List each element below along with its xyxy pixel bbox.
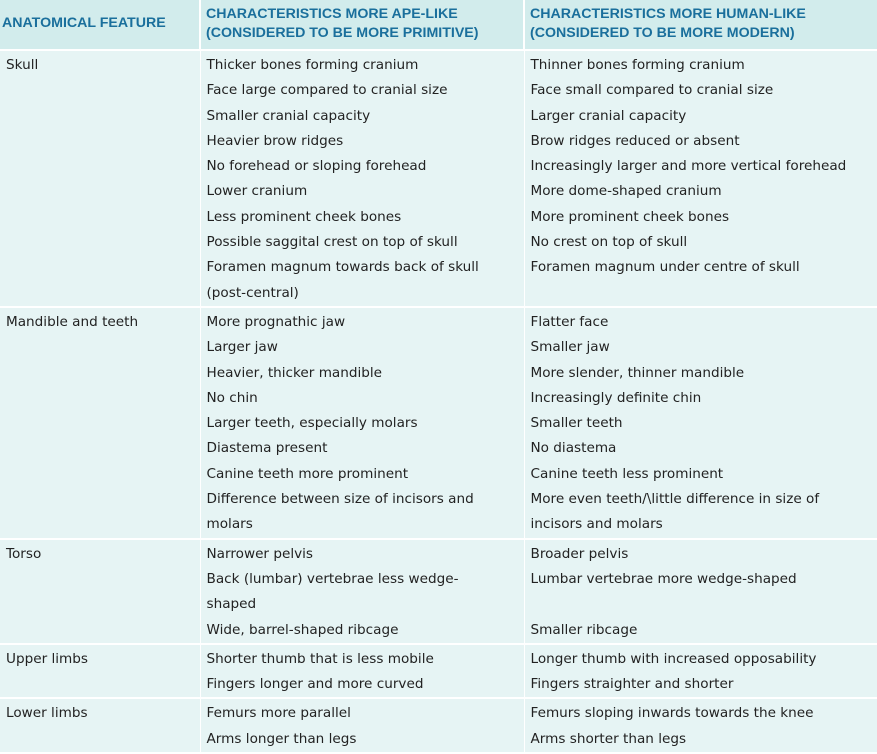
ape-trait: Arms longer than legs <box>207 727 524 752</box>
header-ape-like <box>200 0 524 50</box>
header-row <box>0 0 877 50</box>
header-anatomical-feature: ANATOMICAL FEATURE <box>0 0 200 50</box>
human-trait: More prominent cheek bones <box>531 205 877 230</box>
human-like-cell <box>524 50 877 307</box>
human-trait: More dome-shaped cranium <box>531 179 877 204</box>
human-trait: Face small compared to cranial size <box>531 78 877 103</box>
human-trait: No crest on top of skull <box>531 230 877 255</box>
human-trait: Increasingly larger and more vertical forehead <box>531 154 877 179</box>
feature-label: Skull <box>6 53 200 78</box>
table-row-upper-limbs <box>0 644 877 699</box>
ape-trait: Larger teeth, especially molars <box>207 411 524 436</box>
human-trait: Longer thumb with increased opposability <box>531 647 877 672</box>
ape-like-cell <box>200 698 524 753</box>
feature-cell <box>0 698 200 753</box>
human-trait: Smaller jaw <box>531 335 877 360</box>
human-trait: Flatter face <box>531 310 877 335</box>
ape-trait: Back (lumbar) vertebrae less wedge- <box>207 567 524 592</box>
human-like-cell <box>524 539 877 644</box>
human-trait: Lumbar vertebrae more wedge-shaped <box>531 567 877 592</box>
ape-trait: molars <box>207 512 524 537</box>
human-trait: Femurs sloping inwards towards the knee <box>531 701 877 726</box>
ape-trait: Heavier, thicker mandible <box>207 361 524 386</box>
table-row-torso <box>0 539 877 644</box>
human-trait: Broader pelvis <box>531 542 877 567</box>
ape-trait: Lower cranium <box>207 179 524 204</box>
ape-like-cell <box>200 50 524 307</box>
feature-label: Torso <box>6 542 200 567</box>
feature-cell <box>0 307 200 539</box>
human-trait: Canine teeth less prominent <box>531 462 877 487</box>
ape-trait: Wide, barrel-shaped ribcage <box>207 618 524 643</box>
ape-trait: Larger jaw <box>207 335 524 360</box>
ape-trait: Difference between size of incisors and <box>207 487 524 512</box>
header-human-like-line2: (CONSIDERED TO BE MORE MODERN) <box>530 24 877 43</box>
human-trait: Smaller teeth <box>531 411 877 436</box>
ape-trait: Thicker bones forming cranium <box>207 53 524 78</box>
ape-trait: Fingers longer and more curved <box>207 672 524 697</box>
human-trait: Foramen magnum under centre of skull <box>531 255 877 280</box>
human-trait <box>531 281 877 306</box>
feature-cell <box>0 644 200 699</box>
ape-trait: Femurs more parallel <box>207 701 524 726</box>
ape-like-cell <box>200 307 524 539</box>
feature-label: Lower limbs <box>6 701 200 726</box>
human-trait: Brow ridges reduced or absent <box>531 129 877 154</box>
feature-label: Mandible and teeth <box>6 310 200 335</box>
ape-trait: Foramen magnum towards back of skull <box>207 255 524 280</box>
human-trait: Thinner bones forming cranium <box>531 53 877 78</box>
feature-cell <box>0 50 200 307</box>
table-row-mandible-and-teeth <box>0 307 877 539</box>
table-body <box>0 50 877 753</box>
ape-trait: shaped <box>207 592 524 617</box>
ape-trait: Face large compared to cranial size <box>207 78 524 103</box>
human-trait: Arms shorter than legs <box>531 727 877 752</box>
human-trait: Increasingly definite chin <box>531 386 877 411</box>
ape-trait: Smaller cranial capacity <box>207 104 524 129</box>
ape-trait: More prognathic jaw <box>207 310 524 335</box>
human-like-cell <box>524 307 877 539</box>
table-row-skull <box>0 50 877 307</box>
header-human-like <box>524 0 877 50</box>
human-trait: incisors and molars <box>531 512 877 537</box>
ape-trait: No forehead or sloping forehead <box>207 154 524 179</box>
ape-trait: Possible saggital crest on top of skull <box>207 230 524 255</box>
header-human-like-line1: CHARACTERISTICS MORE HUMAN-LIKE <box>530 5 877 24</box>
table-row-lower-limbs <box>0 698 877 753</box>
ape-like-cell <box>200 644 524 699</box>
human-trait: More slender, thinner mandible <box>531 361 877 386</box>
ape-trait: Less prominent cheek bones <box>207 205 524 230</box>
header-ape-like-line1: CHARACTERISTICS MORE APE-LIKE <box>206 5 523 24</box>
human-trait: Smaller ribcage <box>531 618 877 643</box>
human-like-cell <box>524 698 877 753</box>
human-trait: Fingers straighter and shorter <box>531 672 877 697</box>
feature-cell <box>0 539 200 644</box>
human-trait: More even teeth/\little difference in size of <box>531 487 877 512</box>
ape-trait: (post-central) <box>207 281 524 306</box>
ape-trait: Canine teeth more prominent <box>207 462 524 487</box>
ape-trait: Shorter thumb that is less mobile <box>207 647 524 672</box>
human-trait <box>531 592 877 617</box>
header-ape-like-line2: (CONSIDERED TO BE MORE PRIMITIVE) <box>206 24 523 43</box>
human-like-cell <box>524 644 877 699</box>
ape-trait: Heavier brow ridges <box>207 129 524 154</box>
ape-like-cell <box>200 539 524 644</box>
ape-trait: No chin <box>207 386 524 411</box>
human-trait: Larger cranial capacity <box>531 104 877 129</box>
feature-label: Upper limbs <box>6 647 200 672</box>
ape-trait: Diastema present <box>207 436 524 461</box>
human-trait: No diastema <box>531 436 877 461</box>
ape-trait: Narrower pelvis <box>207 542 524 567</box>
